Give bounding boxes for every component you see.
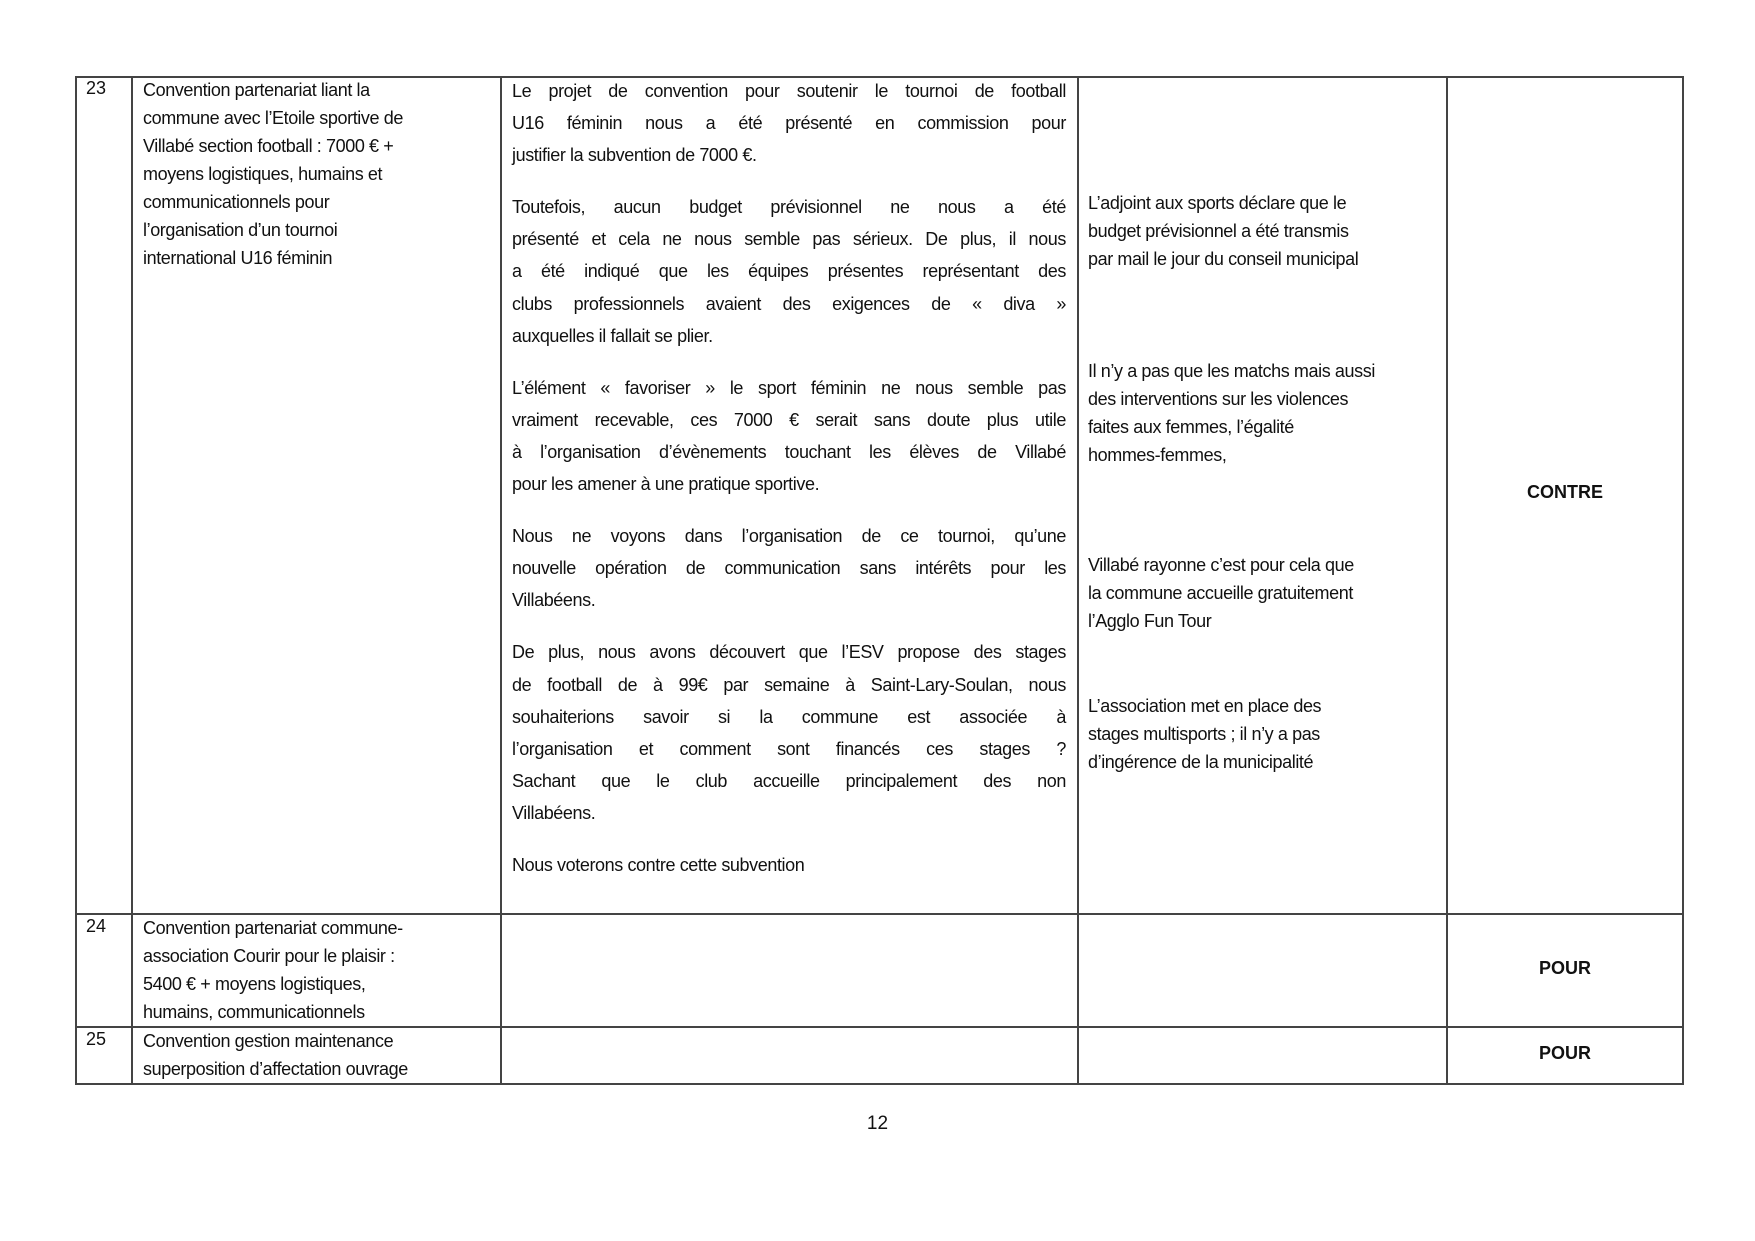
text-line: commune avec l’Etoile sportive de [143,108,403,128]
vote-result: POUR [1538,1043,1591,1063]
text-line: Villabéens. [512,590,596,611]
paragraph [1088,551,1448,635]
subject-cell [143,1027,493,1083]
text-line: L’association met en place des [1088,696,1322,716]
text-line: l’organisation d’un tournoi [143,220,338,240]
text-line: l’organisation et comment sont financés ces stages ? [512,738,1066,759]
text-line: nouvelle opération de communication sans intérêts pour les [512,558,1066,579]
paragraph [1088,189,1448,273]
row-number: 23 [86,78,107,98]
paragraph [512,372,1066,500]
row-number: 24 [86,916,107,936]
text-line: présenté et cela ne nous semble pas sérieux. De plus, il nous [512,229,1066,250]
text-line: vraiment recevable, ces 7000 € serait sans doute plus utile [512,409,1066,430]
text-line: budget prévisionnel a été transmis [1088,221,1349,241]
text-line: justifier la subvention de 7000 €. [512,145,757,166]
text-line: L’adjoint aux sports déclare que le [1088,193,1347,213]
text-line: De plus, nous avons découvert que l’ESV propose des stages [512,642,1066,663]
row-number: 25 [86,1029,107,1049]
text-line: faites aux femmes, l’égalité [1088,417,1294,437]
text-line: Villabé rayonne c’est pour cela que [1088,555,1354,575]
text-line: clubs professionnels avaient des exigences de « diva » [512,293,1066,314]
paragraph [1088,357,1448,469]
text-line: association Courir pour le plaisir : [143,946,395,966]
text-line: Nous voterons contre cette subvention [512,854,805,875]
text-line: U16 féminin nous a été présenté en commission pour [512,113,1066,134]
text-line: stages multisports ; il n’y a pas [1088,724,1320,744]
text-line: des interventions sur les violences [1088,389,1349,409]
table-border-right [1682,76,1684,1084]
text-line: Il n’y a pas que les matchs mais aussi [1088,361,1375,381]
text-line: humains, communicationnels [143,1002,365,1022]
text-line: Villabéens. [512,802,596,823]
vote-result: POUR [1538,958,1591,978]
text-line: superposition d’affectation ouvrage [143,1059,408,1079]
subject-cell [143,914,493,1026]
paragraph [512,636,1066,829]
subject-cell [143,76,493,272]
text-line: de football de à 99€ par semaine à Saint-Lary-Soulan, nous [512,674,1066,695]
text-line: L’élément « favoriser » le sport féminin ne nous semble pas [512,377,1066,398]
paragraph [1088,692,1448,776]
paragraph [512,75,1066,171]
text-line: par mail le jour du conseil municipal [1088,249,1359,269]
text-line: souhaiterions savoir si la commune est associée à [512,706,1066,727]
text-line: international U16 féminin [143,248,333,268]
text-line: Convention partenariat liant la [143,80,370,100]
comment-cell [512,75,1066,901]
text-line: l’Agglo Fun Tour [1088,611,1212,631]
text-line: hommes-femmes, [1088,445,1227,465]
table-border-bottom [75,1083,1684,1085]
vote-result: CONTRE [1527,482,1603,502]
column-divider [1077,76,1079,1084]
text-line: pour les amener à une pratique sportive. [512,474,820,495]
text-line: d’ingérence de la municipalité [1088,752,1314,772]
text-line: Le projet de convention pour soutenir le tournoi de football [512,81,1066,101]
column-divider [500,76,502,1084]
text-line: a été indiqué que les équipes présentes représentant des [512,261,1066,282]
text-line: moyens logistiques, humains et [143,164,383,184]
text-line: auxquelles il fallait se plier. [512,325,713,346]
text-line: Toutefois, aucun budget prévisionnel ne nous a été [512,197,1066,218]
text-line: à l’organisation d’évènements touchant les élèves de Villabé [512,441,1066,462]
text-line: Convention gestion maintenance [143,1031,394,1051]
paragraph [512,520,1066,616]
text-line: Sachant que le club accueille principalement des non [512,770,1066,791]
paragraph [512,191,1066,351]
table-border-left [75,76,77,1084]
text-line: Nous ne voyons dans l’organisation de ce tournoi, qu’une [512,526,1066,547]
column-divider [131,76,133,1084]
text-line: la commune accueille gratuitement [1088,583,1353,603]
text-line: communicationnels pour [143,192,330,212]
text-line: Villabé section football : 7000 € + [143,136,394,156]
text-line: Convention partenariat commune- [143,918,403,938]
paragraph [512,849,1066,881]
page-number: 12 [866,1113,889,1134]
text-line: 5400 € + moyens logistiques, [143,974,366,994]
